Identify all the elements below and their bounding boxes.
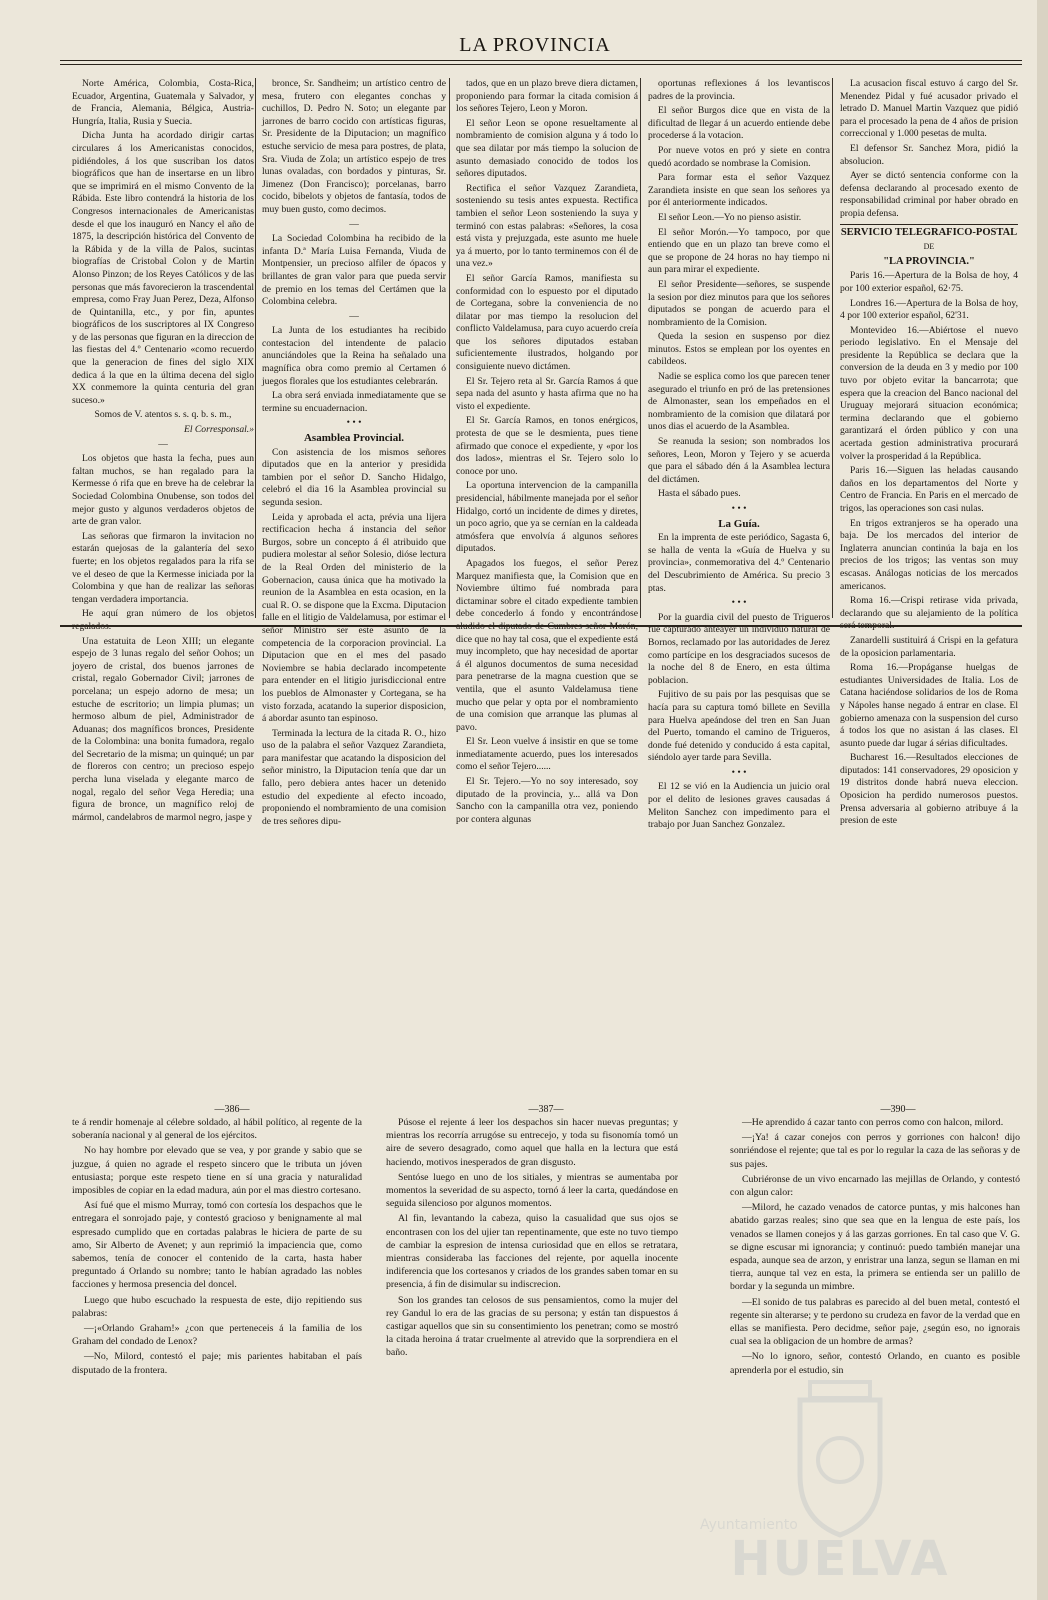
paragraph: bronce, Sr. Sandheim; un artístico centro de mesa, frutero con elegantes conchas y cuchillos, D. Pedro N. Soto; un elegante par jarrones de barro cocido con artísticas figuras, Sr. Presidente de la Diputacion; un magnífico estuche servicio de mesa para postres, de plata, Sra. Viuda de Zola; un artístico espejo de tres lunas ovaladas, con bordados y pinturas, Sr. Jimenez (Don Francisco); porcelanas, barro cocido, bibelots y objetos de fantasía, todos de muy buen gusto, como decimos. (262, 78, 446, 215)
paragraph: Fujitivo de su pais por las pesquisas que se hacía para su captura tomó billete en Sevilla para Huelva apeándose del tren en San Juan del Puerto, tomando el camino de Trigueros, donde fué detenido y conducido á esta capital, siéndolo ayer tarde para Sevilla. (648, 689, 830, 764)
closing-line: Somos de V. atentos s. s. q. b. s. m., (94, 409, 232, 421)
paragraph: El señor García Ramos, manifiesta su conformidad con lo espuesto por el diputado de Cortegana, sobre la conveniencia de no dilatar por mas tiempo la resolucion del conflicto Valdelamusa, para cuyo acuerdo creía que los señores diputados estaban suficientemente ilustrados, holgando por consiguiente nuevo dictámen. (456, 272, 638, 373)
news-column-2 (262, 78, 446, 827)
coat-of-arms-icon (690, 1380, 990, 1540)
paragraph: Apagados los fuegos, el señor Perez Marquez manifiesta que, la Comision que en Noviembre último fué nombrada para dictaminar sobre el citado expediente tambien debe concederlo á fondo y encontrándose aludido el diputado de Cumbres señor Morón, dice que no hay tal cosa, que el expediente está muy incompleto, que hay necesidad de aportar á él algunos documentos de suma necesidad para penetrarse de la magna cuestion que se ventila, que el asunto Valdelamusa tiene mucho que pelar y opta por el nombramiento de una comision que arranque las plumas al pavo. (456, 557, 638, 733)
paragraph: He aquí gran número de los objetos regalados. (72, 608, 254, 632)
masthead-rule-bottom (60, 64, 1022, 65)
section-heading-asamblea: Asamblea Provincial. (303, 432, 404, 445)
section-heading-guia: La Guía. (718, 517, 760, 530)
asterism: • • • (731, 597, 747, 609)
paragraph: Para formar esta el señor Vazquez Zarandieta insiste en que sean los señores ya por él anteriormente indicados. (648, 172, 830, 209)
asterism: • • • (731, 766, 747, 778)
paragraph: El Sr. Tejero.—Yo no soy interesado, soy diputado de la provincia, y... allá va Don Sancho con la campanilla otra vez, poniendo por contera algunas (456, 776, 638, 825)
paragraph: Se reanuda la sesion; son nombrados los señores, Leon, Moron y Tejero y se acuerda que para el sábado dén á la Asamblea lectura del dictámen. (648, 436, 830, 485)
paragraph: En la imprenta de este periódico, Sagasta 6, se halla de venta la «Guía de Huelva y su provincia», conmemorativa del 4.º Centenario del Descubrimiento de América. Su precio 3 ptas. (648, 532, 830, 594)
paragraph: Dicha Junta ha acordado dirigir cartas circulares á los Americanistas conocidos, pidiéndoles, á los que suscriban los datos biográficos que han de insertarse en un libro que se imprimirá en el mismo Convento de la Rábida. Este libro contendrá la historia de los Congresos internacionales de Americanistas desde el que los inauguró en Nancy el año de 1875, la descripción histórica del Convento de la Rábida y de la villa de Palos, sucintas biografías de Cristobal Colon y de Martin Alonso Pinzon; de los Reyes Católicos y de las personas que más favorecieron la trascendental empresa, como Fray Juan Perez, Deza, Alfonso de Quintanilla, etc., y por fin, apuntes biográficos de los suscriptores al IX Congreso y de las personas que figuran en la direccion de las fiestas del 4.º Centenario «como recuerdo que la generacion de fines del siglo XIX dedica á la que en la última decena del siglo XX conmemore la quinta centuria del gran suceso.» (72, 130, 254, 406)
separator: — (349, 310, 359, 322)
paragraph: tados, que en un plazo breve diera dictamen, proponiendo para formar la citada comision á los señores Tejero, Leon y Moron. (456, 78, 638, 115)
paragraph: Montevideo 16.—Abiértose el nuevo periodo legislativo. En el Mensaje del presidente la República se declara que la conversion de la deuda en 3 y medio por 100 tuvo por objeto evitar la bancarrota; que espera que la creacion del Banco nacional del Uruguay mejorará situacion económica; termina declarando que el gobierno garantizará el órden público y con una acertada gestion administrativa procurará volver la prosperidad á la República. (840, 324, 1018, 462)
masthead-rule-top (60, 60, 1022, 61)
paragraph: Son los grandes tan celosos de sus pensamientos, como la mujer del rey Gandul lo era de las gracias de su persona; y están tan dispuestos á castigar aquellos que sin su consentimiento los penetran; como se mostró la citada heroina á tratar cruelmente al atrevido que la sorprendiera en el baño. (386, 1294, 678, 1359)
paragraph: Los objetos que hasta la fecha, pues aun faltan muchos, se han regalado para la Kermesse ó rifa que en breve ha de celebrar la Sociedad Colombina Onubense, son todos del mejor gusto y algunos verdaderos objetos de arte de gran valor. (72, 453, 254, 528)
paragraph: —No lo ignoro, señor, contestó Orlando, en cuanto es posible aprenderla por el estudio, sin (730, 1351, 1020, 1376)
paragraph: Rectifica el señor Vazquez Zarandieta, sosteniendo su tesis antes expuesta. Rectifica tambien el señor Leon sosteniendo la suya y terminó con estas palabras: «Señores, la cosa está vista y prejuzgada, este asunto me huele ya á muerto, por lo tanto terminemos con él de una vez.» (456, 182, 638, 270)
asterism: • • • (731, 503, 747, 514)
paragraph: Púsose el rejente á leer los despachos sin hacer nuevas preguntas; y mientras los recorría arrugóse su entrecejo, y toda su fisonomía tomó un aire de severo desagrado, como aquel que halla en la lectura que está haciendo, motivos inesperados de gran disgusto. (386, 1117, 678, 1168)
news-column-4 (648, 78, 830, 831)
watermark-subtext: Ayuntamiento (700, 1517, 798, 1533)
paragraph: El señor Leon se opone resueltamente al nombramiento de comision alguna y á todo lo que sea dilatar por más tiempo la solucion de asunto demasiado conocido de todos los señores diputados. (456, 117, 638, 180)
paragraph: La Junta de los estudiantes ha recibido contestacion del intendente de palacio anunciándoles que la Reina ha señalado una magnífica obra como premio al Certamen ó juegos florales que los estudiantes celebrarán. (262, 325, 446, 387)
news-column-1 (72, 78, 254, 823)
paragraph: —No, Milord, contestó el paje; mis parientes habitaban el país disputado de la frontera. (72, 1351, 362, 1376)
novel-column-2 (386, 1116, 678, 1586)
paragraph: Ayer se dictó sentencia conforme con la defensa declarando al procesado exento de responsabilidad criminal por haber obrado en propia defensa. (840, 170, 1018, 219)
section-heading-de: DE (923, 242, 935, 252)
masthead-title: LA PROVINCIA (459, 34, 611, 56)
news-column-3 (456, 78, 638, 825)
paragraph: Norte América, Colombia, Costa-Rica, Ecuador, Argentina, Guatemala y Salvador, y de Francia, Alemania, Bélgica, Austria-Hungría, Italia, Rusia y Suecia. (72, 78, 254, 127)
fold-rule (60, 625, 1022, 627)
paragraph: —¡«Orlando Graham!» ¿con que perteneceis á la familia de los Graham del condado de Lenox? (72, 1323, 362, 1348)
paragraph: El señor Presidente—señores, se suspende la sesion por diez minutos para que los señores diputados se pongan de acuerdo para el nombramiento de la Comision. (648, 278, 830, 328)
section-heading-telegrafico: SERVICIO TELEGRAFICO-POSTAL (840, 226, 1018, 238)
paragraph: El Sr. García Ramos, en tonos enérgicos, protesta de que se le desmienta, pues tiene afirmado que conoce el expediente, y «por los dos lados», mientras el Sr. Tejero solo lo conoce por uno. (456, 415, 638, 477)
paragraph: Paris 16.—Apertura de la Bolsa de hoy, 4 por 100 exterior español, 62·75. (840, 270, 1018, 294)
paragraph: oportunas reflexiones á los levantiscos padres de la provincia. (648, 78, 830, 102)
paragraph: Al fin, levantando la cabeza, quiso la casualidad que sus ojos se encontrasen con los del ujier tan repentinamente, que este no tuvo tiempo de cambiar la espresion de intensa curiosidad que en ellos se retratara, mientras consideraba las facciones del rejente, por aquella inocente indiferencia que los cortesanos y criados de los grandes saben tomar en su presencia, á fin de disimular su indiscrecion. (386, 1213, 678, 1291)
paragraph: Con asistencia de los mismos señores diputados que en la anterior y presidida tambien por el señor D. Sancho Hidalgo, celebró el dia 16 la Asamblea provincial su segunda sesion. (262, 446, 446, 508)
signature: El Corresponsal.» (183, 424, 254, 436)
paragraph: Roma 16.—Crispi retirase vida privada, declarando que su alejamiento de la política será temporal. (840, 595, 1018, 632)
paragraph: El Sr. Leon vuelve á insistir en que se tome inmediatamente acuerdo, pues los interesados como el señor Tejero...... (456, 736, 638, 773)
paragraph: El defensor Sr. Sanchez Mora, pidió la absolucion. (840, 142, 1018, 167)
paragraph: Hasta el sábado pues. (658, 488, 741, 500)
paragraph: Londres 16.—Apertura de la Bolsa de hoy, 4 por 100 exterior español, 62'31. (840, 297, 1018, 322)
paragraph: Queda la sesion en suspenso por diez minutos. Estos se emplean por los oyentes en cabildeos. (648, 331, 830, 368)
separator: — (158, 438, 168, 450)
paragraph: Luego que hubo escuchado la respuesta de este, dijo repitiendo sus palabras: (72, 1294, 362, 1319)
paragraph: Leida y aprobada el acta, prévia una lijera rectificacion hecha á instancia del señor Burgos, sobre un concepto á él atribuido que pudiera molestar al señor Solesio, dióse lectura de la Real Orden del ministerio de la Gobernacion, causa única que ha motivado la reunion de la Asamblea en esta ocasion, en la cual R. O. se dispone que la Excma. Diputacion falle en el litigio de Valdelamusa, por estimar el señor Ministro ser este asunto de la competencia de la corporacion provincial. La Diputacion que en el mes del pasado Noviembre se habia declarado incompetente para entender en el litigio jurisdiccional entre los pueblos de Almonaster y Cortegana, se ha visto forzada, acatando la superior disposicion, á abordar asunto tan espinoso. (262, 511, 446, 725)
paragraph: Roma 16.—Propáganse huelgas de estudiantes Universidades de Italia. Los de Catana haciéndose solidarios de los de Roma y Nápoles hanse negado á entrar en clase. El gobierno amenaza con la suspension del curso á todos los que no asistan á las clases. El asunto puede dar lugar á sérias dificultades. (840, 662, 1018, 749)
watermark-text: HUELVA (730, 1531, 950, 1587)
asterism: • • • (346, 417, 362, 429)
paragraph: Zanardelli sustituirá á Crispi en la gefatura de la oposicion parlamentaria. (840, 634, 1018, 659)
section-rule (840, 224, 1018, 225)
page-number-386: —386— (214, 1104, 250, 1115)
paragraph: El Sr. Tejero reta al Sr. García Ramos á que sepa nada del asunto y hasta afirma que no ha visto el expediente. (456, 375, 638, 412)
paragraph: —He aprendido á cazar tanto con perros como con halcon, milord. (742, 1117, 1004, 1128)
archive-watermark (690, 1380, 1010, 1595)
page-number-390: —390— (880, 1104, 916, 1115)
paragraph: Terminada la lectura de la citada R. O., hizo uso de la palabra el señor Vazquez Zarandieta, para manifestar que acatando la disposicion del señor ministro, la Diputacion tenía que dar un fallo, pero debiera antes hacer un detenido estudio del expediente al efecto incoado, proponiendo el nombramiento de una comision de tres señores dipu- (262, 727, 446, 827)
paragraph: La obra será enviada inmediatamente que se termine su encuadernacion. (262, 390, 446, 414)
page-number-387: —387— (528, 1104, 564, 1115)
paragraph: —El sonido de tus palabras es parecido al del buen metal, contestó el regente sin alterarse; y te perdono su crudeza en favor de la verdad que en ellas se manifiesta. Pero decidme, señor paje, ¿según eso, no ignorais cual sea la obligacion de un hombre de armas? (730, 1296, 1020, 1348)
novel-column-1 (72, 1116, 362, 1586)
paragraph: te á rendir homenaje al célebre soldado, al hábil político, al regente de la soberanía nacional y al general de los ejércitos. (72, 1117, 362, 1142)
news-column-5 (840, 78, 1018, 827)
paragraph: El señor Burgos dice que en vista de la dificultad de llegar á un acuerdo entiende debe procederse á la votacion. (648, 105, 830, 142)
paragraph: Una estatuita de Leon XIII; un elegante espejo de 3 lunas regalo del señor Oohos; un joyero de cristal, dos buenos jarrones de cristal, regalo Gobernador Civil; jarrones de porcelana; un espejo adorno de mesa; un estuche de escritorio; un limpia plumas; un hermoso album de piel, Administrador de Aduanas; dos magníficos bronces, Presidente de la Colombina: una bonita fumadora, regalo del Secretario de la misma; un quinqué; un par de floreros con centro; un precioso espejo percha luna viselada y elegante marco de nogal, regalo del señor Vega Heredia; una figura de bronce, un magnífico reloj de mármol, candelabros de marmol negro, jaspe y (72, 635, 254, 823)
paragraph: El señor Leon.—Yo no pienso asistir. (658, 211, 802, 223)
paragraph: Las señoras que firmaron la invitacion no estarán quejosas de la galantería del sexo fuerte; en los objetos regalados para la rifa se ve el deseo de que la Kermesse iniciada por la Colombina y que han de realizar las señoras tengan verdadera importancia. (72, 530, 254, 605)
paragraph: Bucharest 16.—Resultados elecciones de diputados: 141 conservadores, 29 oposicion y 19 distritos donde habrá nueva eleccion. Oposicion ha perdido numerosos puestos. Prensa adversaria al gobierno atribuye á la presion de este (840, 752, 1018, 827)
paragraph: La Sociedad Colombina ha recibido de la infanta D.ª María Luisa Fernanda, Viuda de Montpensier, un precioso alfiler de ópacos y brillantes de gran valor para que pueda servir de premio en los temas del Certámen que la Colombina celebra. (262, 233, 446, 308)
paragraph: La acusacion fiscal estuvo á cargo del Sr. Menendez Pidal y fué acusador privado el letrado D. Manuel Martin Vazquez que pidió para el procesado la pena de 4 años de prision correccional y 1.000 pesetas de multa. (840, 78, 1018, 140)
paragraph: Así fué que el mismo Murray, tomó con cortesía los despachos que le entregara el sonrojado paje, y contestó gracioso y benignamente al mal espresado cumplido que en cortadas palabras le hiciera de parte de su amo, Sir Alberto de Avenet; y aun reprimió la impaciencia que, como sabemos, tenía de conocer el contenido de la carta, hasta haber preguntado á Orlando su nombre; tanto le habían agradado las nobles facciones y hermosa presencia del doncel. (72, 1200, 362, 1291)
section-heading-la-provincia: "LA PROVINCIA." (883, 255, 975, 267)
paragraph: El señor Morón.—Yo tampoco, por que entiendo que en un plazo tan breve como el que se propone de 24 horas no hay tiempo ni aun para mirar el expediente. (648, 226, 830, 276)
paragraph: —¡Ya! á cazar conejos con perros y gorriones con halcon! dijo sonriéndose el rejente; que tal es por lo regular la caza de las señoras y de sus pajes. (730, 1132, 1020, 1170)
paragraph: —Milord, he cazado venados de catorce puntas, y mis halcones han abatido garzas reales; sino que sea que en la lengua de este país, los venados se llamen conejos y á las garzas gorriones. En tal caso que V. G. se digne escusar mi ignorancia; y continuó: puedo también manejar una espada, aunque sea de arzon, y enristrar una lanza, segun se llaman en mi tierra, aunque tal vez en esta, la primera se entienda ser un palillo de bordar y la segunda un mimbre. (730, 1202, 1020, 1293)
paragraph: Sentóse luego en uno de los sitiales, y mientras se aumentaba por momentos la severidad de su aspecto, tornó á leer la carta, quedándose en seguida silencioso por algunos momentos. (386, 1171, 678, 1210)
paragraph: Por la guardia civil del puesto de Trigueros fué capturado anteayer un individuo natural de Bornos, reclamado por las autoridades de Jerez como partícipe en los desgraciados sucesos de la noche del 8 de Enero, en esta última poblacion. (648, 611, 830, 686)
paragraph: Paris 16.—Siguen las heladas causando daños en los departamentos del Norte y Centro de Francia. En Paris en el mercado de trigos, las operaciones son casi nulas. (840, 465, 1018, 514)
paragraph: Por nueve votos en pró y siete en contra quedó acordado se nombrase la Comision. (648, 144, 830, 169)
paragraph: El 12 se vió en la Audiencia un juicio oral por el delito de lesiones graves causadas á Meliton Sanchez con impedimento para el trabajo por Juan Sanchez Gonzalez. (648, 781, 830, 831)
paragraph: La oportuna intervencion de la campanilla presidencial, hábilmente manejada por el señor Hidalgo, cortó un incidente de dimes y diretes, un poco agrio, que ya se cernían en la caldeada atmósfera que envolvía á algunos señores diputados. (456, 480, 638, 555)
paragraph: Cubriéronse de un vivo encarnado las mejillas de Orlando, y contestó con algun calor: (730, 1173, 1020, 1199)
paragraph: En trigos extranjeros se ha operado una baja. De los mercados del interior de Inglaterra anuncian continúa la baja en los precios de los trigos; las ventas son muy escasas. Análogas noticias de los mercados americanos. (840, 517, 1018, 592)
separator: — (349, 218, 359, 230)
paragraph: Nadie se esplica como los que parecen tener asegurado el triunfo en pró de las pretensiones de Almonaster, sean los empeñados en el nombramiento de la comision que dilatará por unos dias el acuerdo de la Asamblea. (648, 371, 830, 433)
paragraph: No hay hombre por elevado que se vea, y por grande y sabio que se juzgue, á quien no agrade el respeto sincero que le tributa un jóven entusiasta; porque este respeto tiene en sí una gracia y naturalidad imposibles de copiar en la edad madura, aún por el mas diestro cortesano. (72, 1145, 362, 1197)
news-columns (60, 78, 1022, 831)
